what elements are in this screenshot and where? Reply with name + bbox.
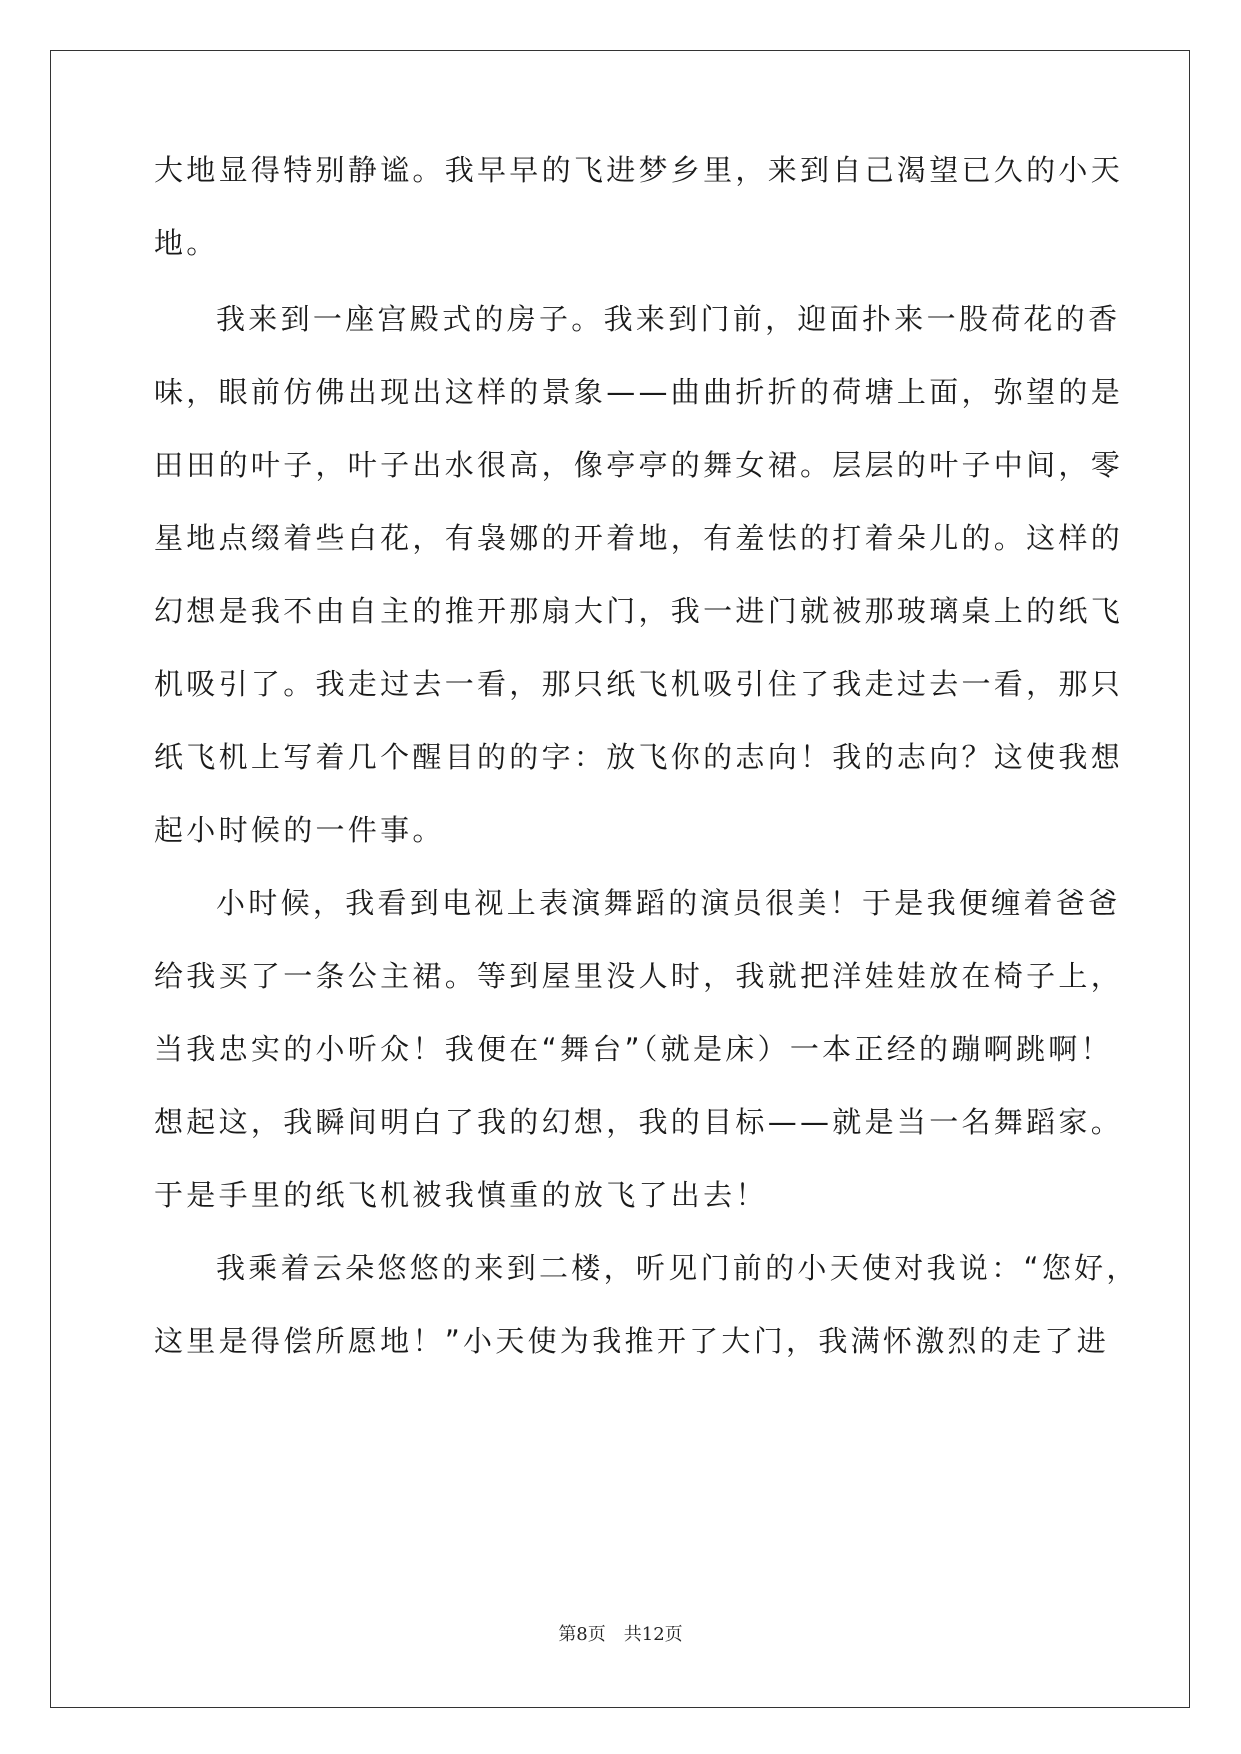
text-line: 于是手里的纸飞机被我慎重的放飞了出去！: [154, 1178, 768, 1212]
text-line: 幻想是我不由自主的推开那扇大门，我一进门就被那玻璃桌上的纸飞: [154, 594, 1124, 628]
text-line: 当我忠实的小听众！我便在“舞台”（就是床）一本正经的蹦啊跳啊！: [154, 1032, 1113, 1066]
text-line: 起小时候的一件事。: [154, 813, 445, 847]
text-line: 田田的叶子，叶子出水很高，像亭亭的舞女裙。层层的叶子中间，零: [154, 448, 1124, 482]
text-line: 我来到一座宫殿式的房子。我来到门前，迎面扑来一股荷花的香: [216, 302, 1121, 336]
text-line: 星地点缀着些白花，有袅娜的开着地，有羞怯的打着朵儿的。这样的: [154, 521, 1124, 555]
text-line: 想起这，我瞬间明白了我的幻想，我的目标——就是当一名舞蹈家。: [154, 1105, 1124, 1139]
text-line: 小时候，我看到电视上表演舞蹈的演员很美！于是我便缠着爸爸: [216, 886, 1121, 920]
text-line: 给我买了一条公主裙。等到屋里没人时，我就把洋娃娃放在椅子上，: [154, 959, 1124, 993]
text-line: 大地显得特别静谧。我早早的飞进梦乡里，来到自己渴望已久的小天: [154, 153, 1124, 187]
text-line: 我乘着云朵悠悠的来到二楼，听见门前的小天使对我说：“您好，: [216, 1251, 1139, 1285]
page-number-footer: 第8页 共12页: [558, 1624, 683, 1645]
text-line: 地。: [154, 226, 219, 260]
text-line: 机吸引了。我走过去一看，那只纸飞机吸引住了我走过去一看，那只: [154, 667, 1124, 701]
text-line: 这里是得偿所愿地！”小天使为我推开了大门，我满怀激烈的走了进: [154, 1324, 1110, 1358]
text-line: 纸飞机上写着几个醒目的的字：放飞你的志向！我的志向？这使我想: [154, 740, 1124, 774]
text-line: 味，眼前仿佛出现出这样的景象——曲曲折折的荷塘上面，弥望的是: [154, 375, 1124, 409]
